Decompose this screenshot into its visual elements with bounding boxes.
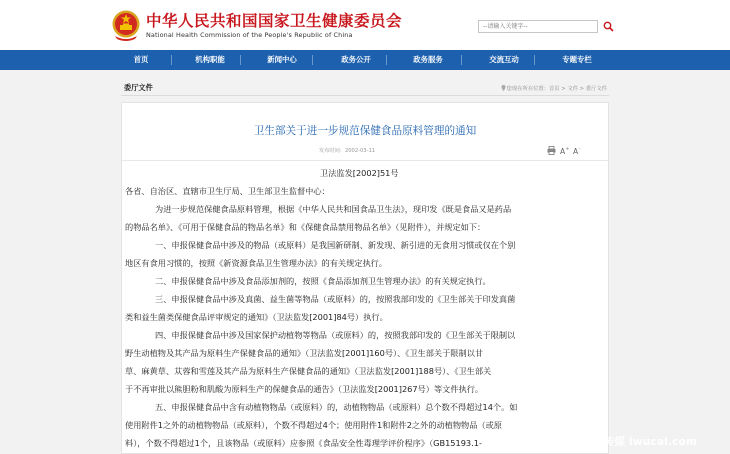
location-pin-icon xyxy=(501,85,506,91)
site-header xyxy=(0,0,730,50)
nav-interaction[interactable]: 交流互动 xyxy=(489,55,519,64)
nav-home[interactable]: 首页 xyxy=(133,55,149,64)
svg-text:-: - xyxy=(579,147,581,152)
font-larger-icon[interactable] xyxy=(560,146,569,155)
nav-news[interactable]: 新闻中心 xyxy=(267,55,297,64)
nav-government-affairs[interactable]: 政务公开 xyxy=(341,55,371,64)
body-line: 野生动植物及其产品为原料生产保健食品的通知》（卫法监发[2001]160号）、《卫生部关于限制以甘 xyxy=(125,348,484,358)
publish-date: 发布时间：2002-03-11 xyxy=(319,148,376,154)
nav-divider xyxy=(386,55,387,65)
org-name-cn: 中华人民共和国国家卫生健康委员会 xyxy=(146,12,403,30)
body-line: 为进一步规范保健食品原料管理，根据《中华人民共和国食品卫生法》，现印发《既是食品又是药品 xyxy=(155,204,512,214)
nav-divider xyxy=(240,55,241,65)
section-bar xyxy=(121,80,609,96)
document-number: 卫法监发[2002]51号 xyxy=(320,168,399,178)
body-line: 于不再审批以熊胆粉和肌酸为原料生产的保健食品的通告》（卫法监发[2001]267号）等文件执行。 xyxy=(125,384,484,394)
body-line: 草、麻黄草、苁蓉和雪莲及其产品为原料生产保健食品的通知》（卫法监发[2001]188号）、《卫生部关 xyxy=(125,366,492,376)
nav-organization[interactable]: 机构职能 xyxy=(195,55,225,64)
nav-divider xyxy=(461,55,462,65)
body-line: 类和益生菌类保健食品评审规定的通知》（卫法监发[2001]84号）执行。 xyxy=(125,312,388,322)
svg-text:A: A xyxy=(573,147,579,156)
body-line: 五、申报保健食品中含有动植物物品（或原料）的，动植物物品（或原料）总个数不得超过14个。如 xyxy=(155,402,518,412)
body-line: 使用附件1之外的动植物物品（或原料），个数不得超过4个；使用附件1和附件2之外的动植物物品（或原 xyxy=(125,420,502,430)
nav-divider xyxy=(171,55,172,65)
breadcrumb-text[interactable]: 您现在所在位置：首页 > 文件 > 委厅文件 xyxy=(506,86,607,92)
nav-divider xyxy=(312,55,313,65)
national-emblem-icon xyxy=(111,9,141,41)
main-nav xyxy=(0,50,730,70)
search-icon xyxy=(603,21,614,32)
body-line: 料），个数不得超过1个，且该物品（或原料）应参照《食品安全性毒理学评价程序》（GB15193.1- xyxy=(125,438,482,448)
print-icon[interactable] xyxy=(547,146,556,155)
body-line: 的物品名单》、《可用于保健食品的物品名单》和《保健食品禁用物品名单》（见附件），并规定如下： xyxy=(125,222,486,232)
org-name-en: National Health Commission of the People's Republic of China xyxy=(146,31,353,39)
nav-government-services[interactable]: 政务服务 xyxy=(413,55,443,64)
section-title: 委厅文件 xyxy=(124,83,153,92)
body-line: 地区有食用习惯的，按照《新资源食品卫生管理办法》的有关规定执行。 xyxy=(125,258,388,268)
body-line: 一、申报保健食品中涉及的物品（或原料）是我国新研制、新发现、新引进的无食用习惯或仅在个别 xyxy=(155,240,516,250)
body-line: 三、申报保健食品中涉及真菌、益生菌等物品（或原料）的，按照我部印发的《卫生部关于印发真菌 xyxy=(155,294,516,304)
font-smaller-icon[interactable] xyxy=(573,146,582,155)
document-title: 卫生部关于进一步规范保健食品原料管理的通知 xyxy=(253,125,477,137)
body-line: 四、申报保健食品中涉及国家保护动植物等物品（或原料）的，按照我部印发的《卫生部关于限制以 xyxy=(155,330,516,340)
document-meta xyxy=(122,143,608,161)
body-line: 二、申报保健食品中涉及食品添加剂的，按照《食品添加剂卫生管理办法》的有关规定执行。 xyxy=(155,276,491,286)
document-panel xyxy=(121,102,609,454)
search-button[interactable] xyxy=(599,20,618,33)
nav-divider xyxy=(534,55,535,65)
breadcrumb xyxy=(501,84,607,92)
svg-text:+: + xyxy=(565,147,570,152)
svg-text:A: A xyxy=(560,147,566,156)
document-recipients: 各省、自治区、直辖市卫生厅局、卫生部卫生监督中心： xyxy=(125,186,330,196)
search-input[interactable] xyxy=(478,20,598,33)
watermark: 冀彩国际传媒 iwucai.com xyxy=(561,436,698,448)
nav-special-topics[interactable]: 专题专栏 xyxy=(562,55,592,64)
